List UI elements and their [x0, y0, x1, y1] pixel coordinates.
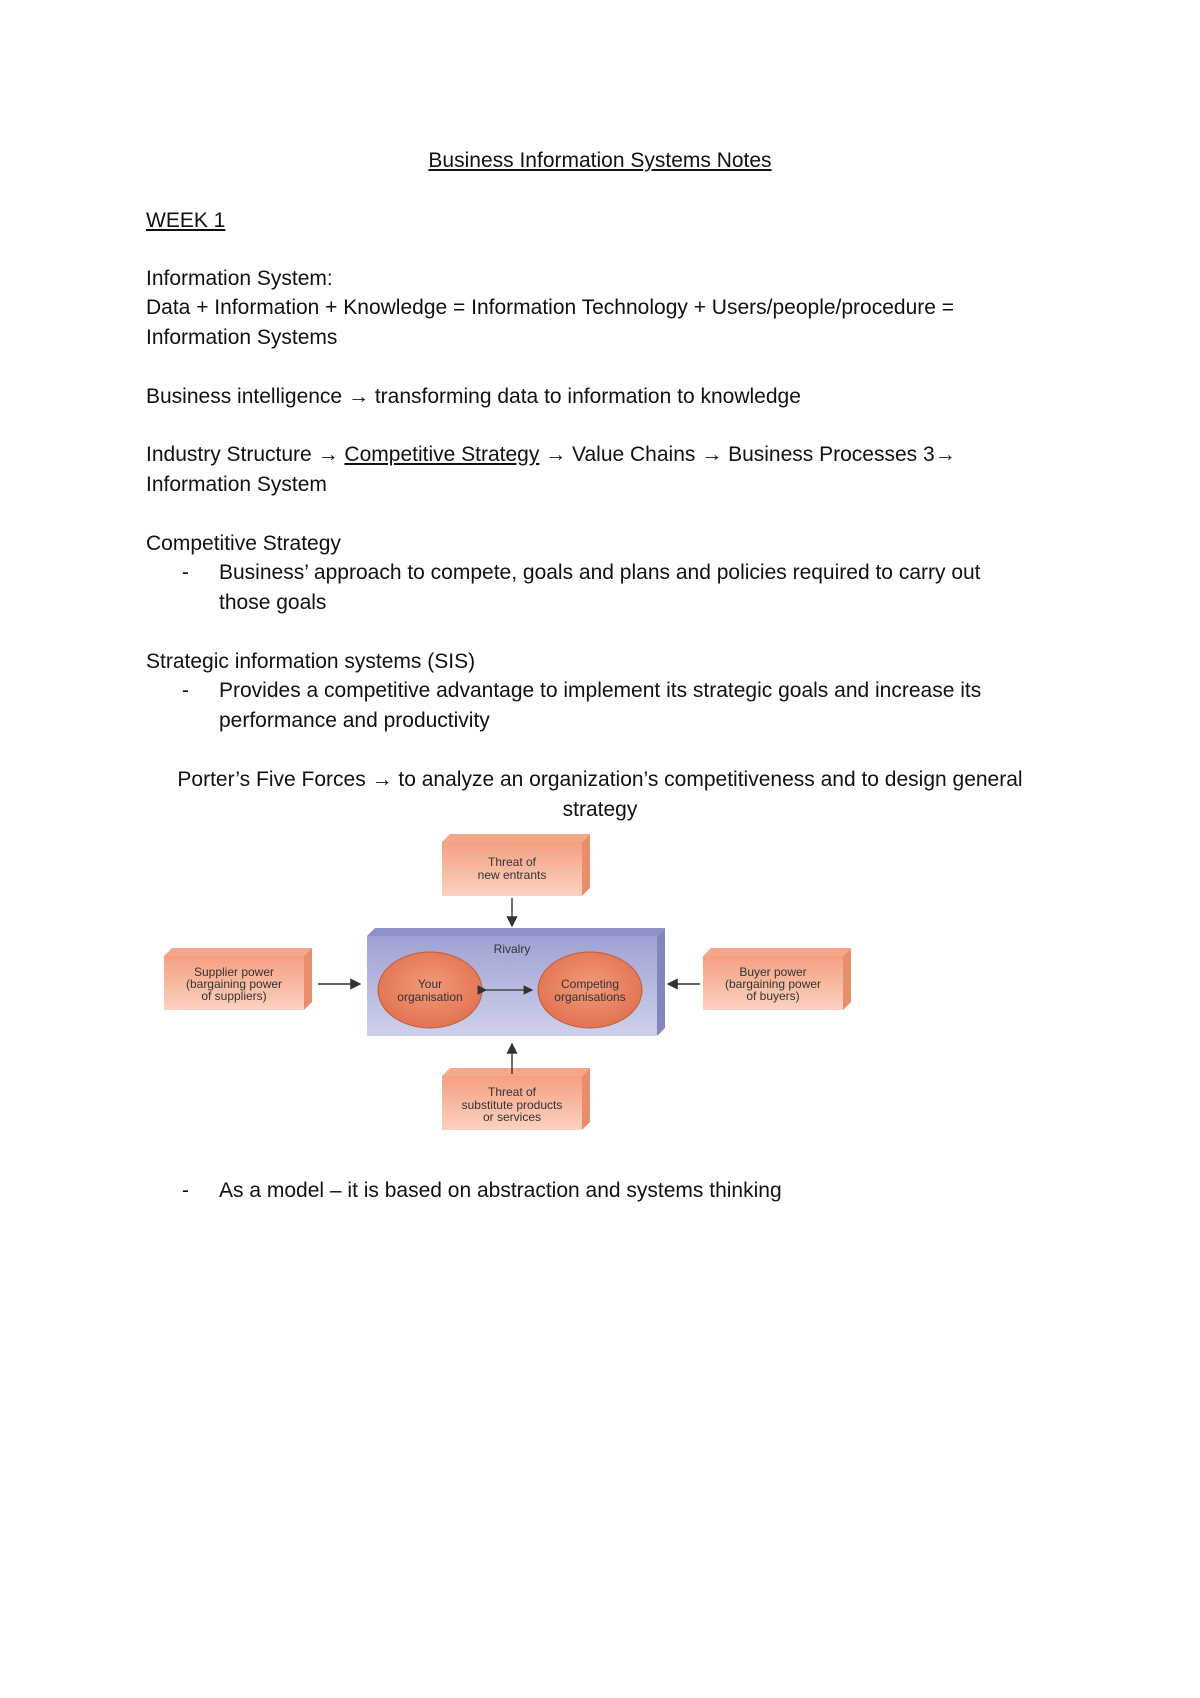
porter-line2: strategy: [562, 798, 638, 821]
business-intelligence-line: [146, 382, 801, 412]
arrow-icon: →: [934, 443, 956, 466]
model-note-text: As a model – it is based on abstraction and systems thinking: [219, 1179, 782, 1202]
info-system-heading: Information System:: [146, 267, 333, 290]
bullet-dash: -: [182, 561, 189, 584]
supplier-power-line3: of suppliers): [201, 989, 267, 1003]
sis-text-line2: performance and productivity: [219, 709, 490, 732]
page-title: Business Information Systems Notes: [428, 149, 772, 172]
buyer-power-line1: Buyer power: [739, 965, 807, 979]
info-system-formula-line1: Data + Information + Knowledge = Information Technology + Users/people/procedure =: [146, 296, 955, 319]
chain-competitive-strategy: Competitive Strategy: [344, 443, 540, 466]
arrow-icon: →: [317, 443, 339, 466]
buyer-power-line2: (bargaining power: [724, 977, 822, 991]
threat-new-entrants-line1: Threat of: [487, 855, 537, 869]
sis-text-line1: Provides a competitive advantage to implement its strategic goals and increase its: [219, 679, 982, 702]
arrow-icon: →: [371, 768, 393, 791]
threat-substitutes-line1: Threat of: [487, 1085, 537, 1099]
porter-description: to analyze an organization’s competitiveness and to design general: [398, 768, 1023, 791]
competitive-strategy-heading: Competitive Strategy: [146, 532, 341, 555]
rivalry-box: [367, 928, 665, 1036]
chain-information-system: Information System: [146, 473, 327, 496]
chain-industry-structure: Industry Structure: [146, 443, 312, 466]
info-system-formula-line2: Information Systems: [146, 326, 338, 349]
threat-substitutes-box: [442, 1068, 590, 1130]
bullet-dash: -: [182, 679, 189, 702]
porter-five-forces-diagram: [160, 830, 880, 1140]
sis-heading: Strategic information systems (SIS): [146, 650, 476, 673]
competing-line1: Competing: [560, 977, 620, 991]
threat-new-entrants-box: [442, 834, 590, 896]
bullet-dash: -: [182, 1179, 189, 1202]
bi-definition: transforming data to information to knowledge: [374, 385, 801, 408]
supplier-power-box: [164, 948, 312, 1010]
rivalry-title: Rivalry: [493, 942, 531, 956]
supplier-power-line2: (bargaining power: [185, 977, 283, 991]
threat-new-entrants-line2: new entrants: [477, 868, 547, 882]
week-heading: WEEK 1: [146, 209, 226, 232]
threat-substitutes-line3: or services: [482, 1110, 542, 1124]
arrow-icon: →: [347, 385, 369, 408]
competitive-strategy-text-line1: Business’ approach to compete, goals and plans and policies required to carry out: [219, 561, 981, 584]
buyer-power-line3: of buyers): [746, 989, 800, 1003]
your-org-line1: Your: [417, 977, 443, 991]
your-org-line2: organisation: [397, 990, 463, 1004]
competing-line2: organisations: [554, 990, 626, 1004]
strategy-chain-line1: [146, 440, 956, 470]
chain-value-chains: Value Chains: [572, 443, 696, 466]
porter-line1: [0, 765, 1200, 795]
bi-term: Business intelligence: [146, 385, 343, 408]
porter-lead: Porter’s Five Forces: [177, 768, 366, 791]
arrow-icon: →: [701, 443, 723, 466]
competitive-strategy-text-line2: those goals: [219, 591, 327, 614]
buyer-power-box: [703, 948, 851, 1010]
chain-business-processes: Business Processes 3: [728, 443, 935, 466]
supplier-power-line1: Supplier power: [193, 965, 275, 979]
arrow-icon: →: [545, 443, 567, 466]
threat-substitutes-line2: substitute products: [461, 1098, 563, 1112]
